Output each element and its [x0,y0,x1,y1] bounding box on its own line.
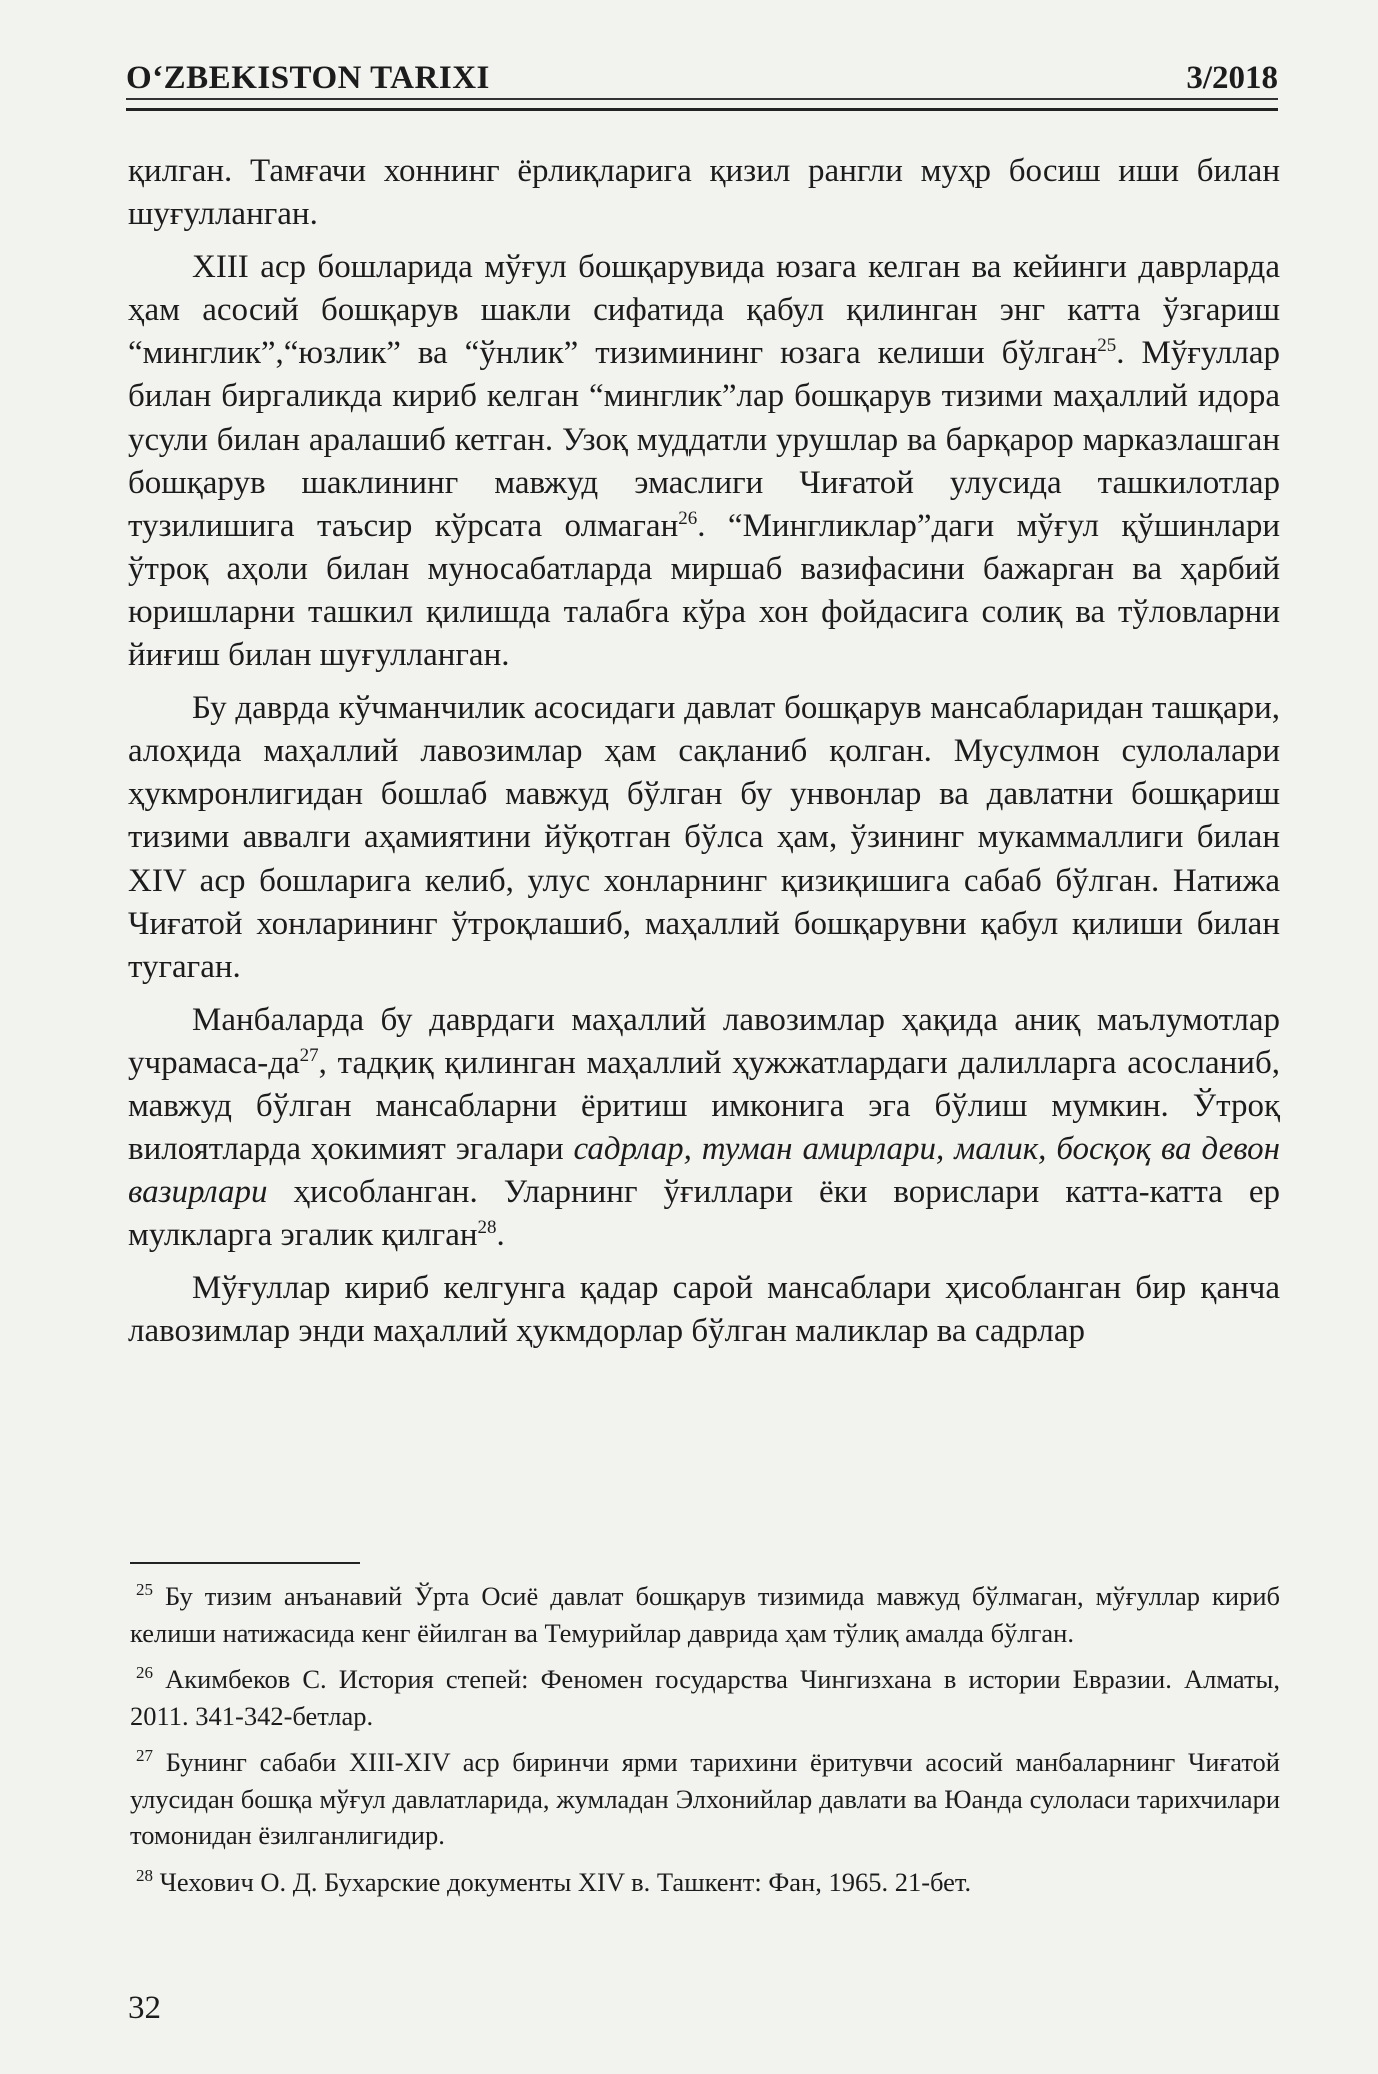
footnote-number: 27 [136,1746,153,1766]
footnote [130,1661,1280,1734]
footnote-text: Бу тизим анъанавий Ўрта Осиё давлат бошқарув тизимида мавжуд бўлмаган, мўғуллар кириб келиши натижасида кенг ёйилган ва Темурийлар даврида ҳам тўлиқ амалда бўлган. [130,1581,1280,1648]
footnote-text: Чехович О. Д. Бухарские документы XIV в. Ташкент: Фан, 1965. 21-бет. [153,1866,972,1897]
footnote-reference: 25 [1097,335,1117,357]
paragraph-text: қилган. Тамғачи хоннинг ёрлиқларига қизил рангли муҳр босиш иши билан шуғулланган. [128,153,1280,233]
footnote-reference: 26 [678,507,698,529]
header-rule [126,98,1278,100]
paragraph-text: . Мўғуллар билан биргаликда кириб келган “минглик”лар бошқарув тизими маҳаллий идора усули билан аралашиб кетган. Узоқ муддатли урушлар ва барқарор марказлашган бошқарув шаклининг мавжуд эмаслиги Чиғатой улусида ташкилотлар тузилишига таъсир кўрсата олмаган [128,335,1280,544]
footnote-reference: 27 [299,1044,319,1066]
footnote [130,1864,1280,1901]
paragraph-text: Мўғуллар кириб келгунга қадар сарой мансаблари ҳисобланган бир қанча лавозимлар энди маҳаллий ҳукмдорлар бўлган маликлар ва садрлар [128,1270,1280,1350]
paragraph-text: XIII аср бошларида мўғул бошқарувида юзага келган ва кейинги даврларда ҳам асосий бошқарув шакли сифатида қабул қилинган энг катта ўзгариш “минглик”,“юзлик” ва “ўнлик” тизимининг юзага келиши бўлган [128,249,1280,372]
paragraph-text: , тадқиқ қилинган маҳаллий ҳужжатлардаги далилларга асосланиб, мавжуд бўлган мансабларни ёритиш имконига эга бўлиш мумкин. Ўтроқ вилоятларда ҳокимият эгалари [128,1044,1280,1168]
body-paragraph [128,687,1280,989]
footnote-number: 26 [136,1663,153,1683]
footnote [130,1744,1280,1854]
footnote-reference: 28 [477,1217,497,1239]
footnote-text: Акимбеков С. История степей: Феномен государства Чингизхана в истории Евразии. Алматы, 2011. 341-342-бетлар. [130,1664,1280,1731]
footnote-number: 28 [136,1865,153,1885]
body-paragraph [128,1267,1280,1353]
footnote-text: Бунинг сабаби XIII-XIV аср биринчи ярми тарихини ёритувчи асосий манбаларнинг Чиғатой улусидан бошқа мўғул давлатларида, жумладан Элхонийлар давлати ва Юанда сулоласи тарихчилари томонидан ёзилганлигидир. [130,1747,1280,1850]
journal-title: O‘ZBEKISTON TARIXI [126,60,504,97]
paragraph-text: . “Мингликлар”даги мўғул қўшинлари ўтроқ аҳоли билан муносабатларда миршаб вазифасини бажарган ва ҳарбий юришларни ташкил қилишда талабга кўра хон фойдасига солиқ ва тўловларни йиғиш билан шуғулланган. [128,507,1281,674]
paragraph-text: ҳисобланган. Уларнинг ўғиллари ёки ворислари катта-катта ер мулкларга эгалик қилган [128,1174,1280,1254]
footnotes [130,1578,1280,1910]
page-number: 32 [128,1990,161,2026]
paragraph-text: Бу даврда кўчманчилик асосидаги давлат бошқарув мансабларидан ташқари, алоҳида маҳаллий лавозимлар ҳам сақланиб қолган. Мусулмон сулолалари ҳукмронлигидан бошлаб мавжуд бўлган бу унвонлар ва давлатни бошқариш тизими аввалги аҳамиятини йўқотган бўлса ҳам, ўзининг мукаммаллиги билан XIV аср бошларига келиб, улус хонларнинг қизиқишига сабаб бўлган. Натижа Чиғатой хонларининг ўтроқлашиб, маҳаллий бошқарувни қабул қилиши билан тугаган. [128,690,1280,985]
paragraph-text: Манбаларда бу даврдаги маҳаллий лавозимлар ҳақида аниқ маълумотлар учрамаса-да [128,1001,1280,1081]
paragraph-text: . [496,1217,505,1254]
italic-text: садрлар, туман амирлари, малик, босқоқ ва девон вазирлари [128,1131,1280,1211]
issue-number: 3/2018 [1172,60,1278,97]
body-paragraph [128,246,1280,677]
header-underline [126,108,1278,111]
footnote-number: 25 [136,1580,153,1600]
body-paragraph [128,999,1280,1258]
footnote-separator [130,1562,360,1564]
body-paragraph [128,150,1280,236]
main-text [128,150,1280,1354]
running-header [126,56,1278,106]
footnote [130,1578,1280,1651]
